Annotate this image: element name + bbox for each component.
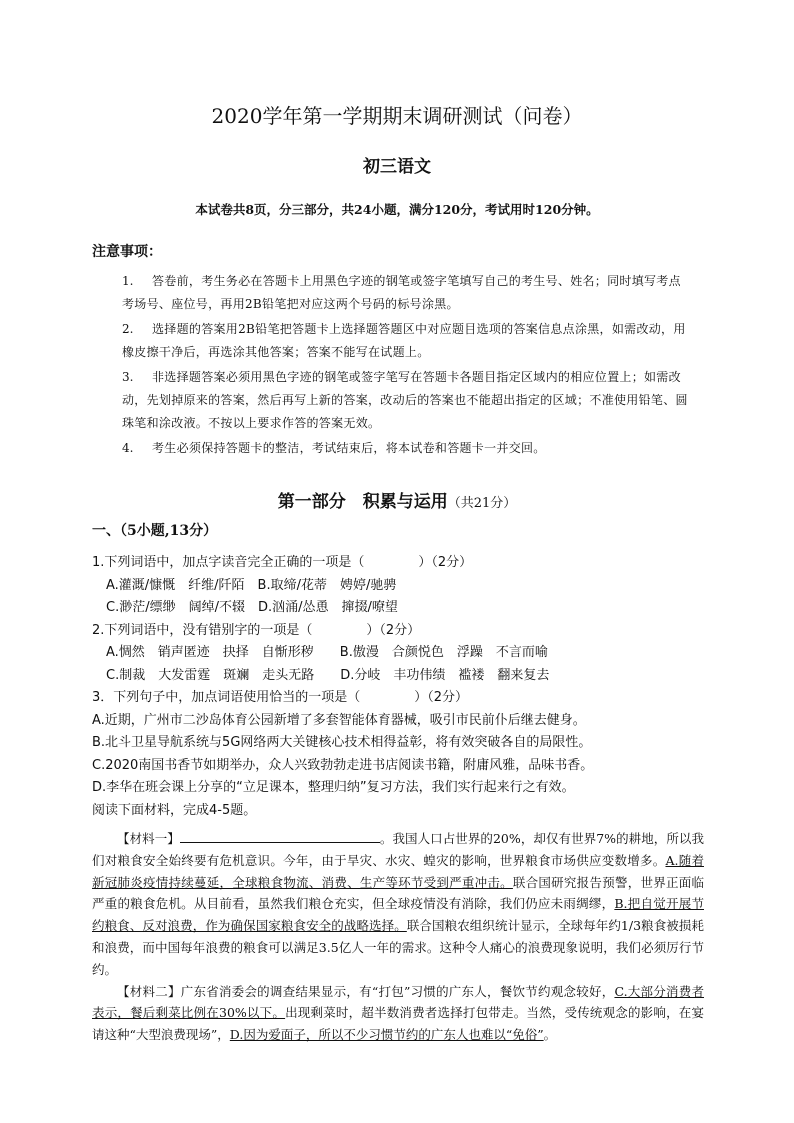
question-2-stem [92, 620, 704, 643]
section-heading [0, 487, 794, 512]
question-3-option-a: A.近期，广州市二沙岛体育公园新增了多套智能体育器械，吸引市民前仆后继去健身。 [92, 712, 586, 728]
question-points: ）（2分） [366, 622, 421, 638]
exam-summary: 本试卷共8页，分三部分，共24小题，满分120分，考试用时120分钟。 [195, 202, 599, 217]
notice-number: 4. [122, 441, 134, 456]
underlined-sentence-b: B.把自觉开展节约粮食、反对浪费，作为确保国家粮食安全的战略选择。 [92, 896, 704, 934]
underlined-sentence-a: A.随着新冠肺炎疫情持续蔓延，全球粮食物流、消费、生产等环节受到严重冲击。 [92, 852, 704, 890]
question-points: ）（2分） [414, 690, 469, 705]
material-text: 。 [543, 1027, 557, 1043]
notice-heading: 注意事项： [92, 244, 162, 260]
question-list [92, 552, 704, 822]
question-1-stem [92, 552, 704, 575]
question-points: ）（2分） [418, 555, 473, 570]
material-text: 出现剩菜时，超半数消费者选择打包带走。当然，受传统观念的影响，在宴请这种“大型浪费现场”， [92, 1005, 704, 1043]
page-title: 2020学年第一学期期末调研测试（问卷） [211, 104, 583, 128]
question-text: 2.下列词语中，没有错别字的一项是（ [92, 622, 313, 638]
notice-number: 2. [122, 322, 134, 337]
question-3-option-d: D.李华在班会课上分享的“立足课本，整理归纳”复习方法，我们实行起来行之有效。 [92, 780, 575, 795]
notice-number: 3. [122, 370, 134, 385]
material-text: 联合国研究报告预警，世界正面临严重的粮食危机。从目前看，虽然我们粮仓充实，但全球疫情没有消除，我们仍应未雨绸缪， [92, 874, 704, 912]
section-title: 第一部分 积累与运用 [277, 492, 448, 512]
part-heading: 一、（5小题,13分） [92, 523, 218, 539]
question-1-options-ab: A.灌溉/慷慨 纤维/阡陌 B.取缔/花蒂 娉婷/驰骋 [106, 577, 397, 593]
underlined-sentence-d: D.因为爱面子，所以不少习惯节约的广东人也难以“免俗” [229, 1027, 544, 1043]
material-text: 广东省消委会的调查结果显示，有“打包”习惯的广东人，餐饮节约观念较好， [180, 983, 615, 999]
question-2-options-cd: C.制裁 大发雷霆 斑斓 走头无路 D.分岐 丰功伟绩 褴褛 翻来复去 [106, 667, 550, 683]
notice-text: 非选择题答案必须用黑色字迹的钢笔或签字笔写在答题卡各题目指定区域内的相应位置上；如需改动，先划掉原来的答案，然后再写上新的答案，改动后的答案也不能超出指定的区域；不准使用铅笔、圆珠笔和涂改液。不按以上要求作答的答案无效。 [122, 370, 688, 430]
notice-item [122, 437, 692, 460]
reading-materials [92, 828, 704, 1046]
question-3-option-b: B.北斗卫星导航系统与5G网络两大关键核心技术相得益彰，将有效突破各自的局限性。 [92, 735, 592, 750]
material-text: 。我国人口占世界的20%，却仅有世界7%的耕地，所以我们对粮食安全始终要有危机意识。今年，由于旱灾、水灾、蝗灾的影响，世界粮食市场供应变数增多。 [92, 831, 704, 868]
notice-number: 1. [122, 274, 134, 288]
material-text: 联合国粮农组织统计显示，全球每年约1/3粮食被损耗和浪费，而中国每年浪费的粮食可以满足3.5亿人一年的需求。这种令人痛心的浪费现象说明，我们必须厉行节约。 [92, 918, 704, 977]
question-text: 1.下列词语中，加点字读音完全正确的一项是（ [92, 555, 365, 570]
fill-blank[interactable] [180, 829, 380, 843]
question-1-options-cd: C.渺茫/缥缈 阔绰/不辍 D.汹涌/怂恿 撺掇/嘹望 [106, 600, 398, 615]
subject-title: 初三语文 [363, 157, 431, 177]
question-3-option-c: C.2020南国书香节如期举办，众人兴致勃勃走进书店阅读书籍，附庸风雅，品味书香。 [92, 757, 594, 773]
material-1-label: 【材料一】 [117, 831, 180, 846]
notice-item [122, 366, 692, 434]
material-2-label: 【材料二】 [117, 983, 181, 999]
notice-item [122, 318, 692, 364]
notice-text: 答卷前，考生务必在答题卡上用黑色字迹的钢笔或签字笔填写自己的考生号、姓名；同时填写考点考场号、座位号，再用2B铅笔把对应这两个号码的标号涂黑。 [122, 274, 681, 311]
question-text: 3．下列句子中，加点词语使用恰当的一项是（ [92, 690, 361, 705]
section-points: （共21分） [447, 496, 517, 511]
material-1 [92, 828, 704, 981]
question-2-options-ab: A.惆然 销声匿迹 抉择 自惭形秽 B.傲漫 合颜悦色 浮躁 不言而喻 [106, 645, 548, 660]
material-2 [92, 981, 704, 1046]
question-3-stem [92, 687, 704, 710]
notice-text: 选择题的答案用2B铅笔把答题卡上选择题答题区中对应题目选项的答案信息点涂黑，如需改动，用橡皮擦干净后，再选涂其他答案；答案不能写在试题上。 [122, 322, 686, 359]
notice-list [122, 270, 692, 462]
notice-text: 考生必须保持答题卡的整洁，考试结束后，将本试卷和答题卡一并交回。 [152, 441, 546, 456]
reading-intro: 阅读下面材料，完成4-5题。 [92, 802, 257, 818]
underlined-sentence-c: C.大部分消费者表示，餐后剩菜比例在30%以下。 [92, 983, 704, 1021]
notice-item [122, 270, 692, 316]
